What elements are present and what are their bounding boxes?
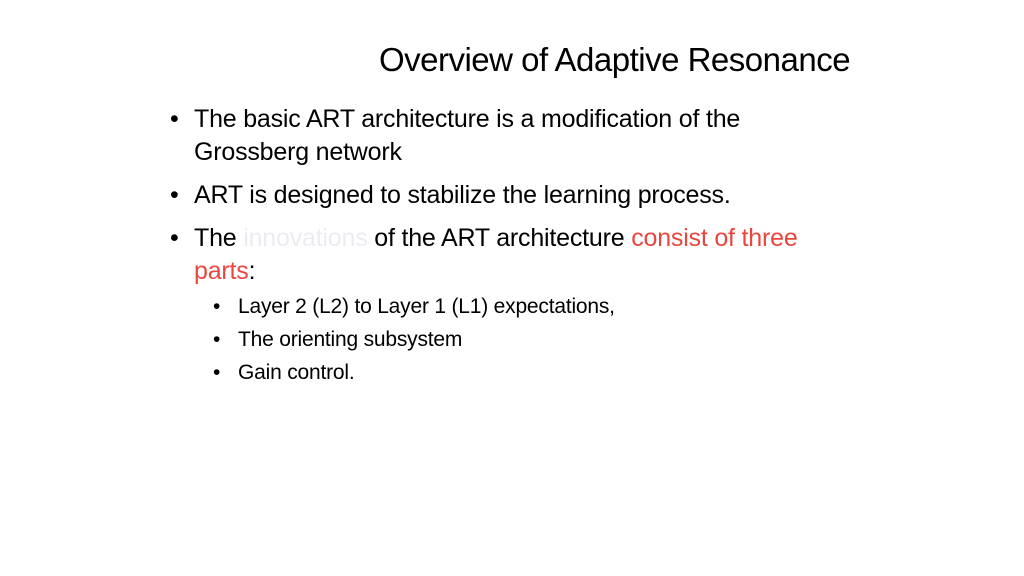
sub-bullet-item bbox=[170, 356, 830, 389]
sub-bullet-text: The orienting subsystem bbox=[238, 328, 463, 351]
sub-bullet-item bbox=[170, 290, 830, 323]
sub-bullet-text: Layer 2 (L2) to Layer 1 (L1) expectations, bbox=[238, 295, 615, 318]
slide-body bbox=[170, 103, 830, 389]
bullet-text: ART is designed to stabilize the learning process. bbox=[194, 181, 731, 209]
bullet-item bbox=[170, 103, 830, 169]
bullet-dot-icon: • bbox=[170, 181, 179, 209]
sub-bullet-dot-icon: • bbox=[213, 328, 221, 351]
highlight-text-three-parts: consist of three parts bbox=[194, 224, 798, 285]
bullet-item bbox=[170, 179, 830, 212]
sub-bullet-dot-icon: • bbox=[213, 295, 221, 318]
bullet-text-part: : bbox=[248, 257, 256, 285]
bullet-item bbox=[170, 222, 830, 288]
bullet-text: The basic ART architecture is a modification of the Grossberg network bbox=[194, 105, 741, 166]
bullet-dot-icon: • bbox=[170, 105, 179, 133]
sub-bullet-text: Gain control. bbox=[238, 361, 355, 384]
sub-bullet-item bbox=[170, 323, 830, 356]
sub-bullet-dot-icon: • bbox=[213, 361, 221, 384]
bullet-text-part: of the ART architecture bbox=[367, 224, 632, 252]
slide-title: Overview of Adaptive Resonance bbox=[378, 41, 851, 78]
bullet-text-part: The bbox=[194, 224, 244, 252]
faint-text-innovations: innovations bbox=[243, 224, 368, 252]
bullet-dot-icon: • bbox=[170, 224, 179, 252]
